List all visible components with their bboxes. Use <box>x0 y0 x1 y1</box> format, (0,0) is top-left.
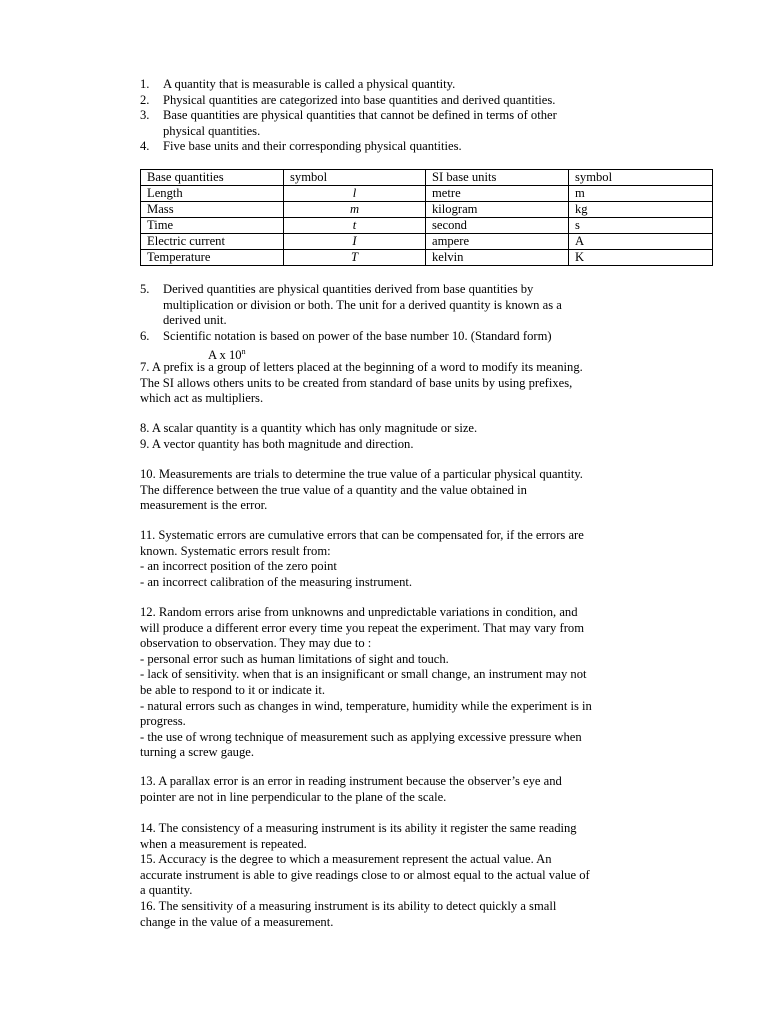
table-cell: Electric current <box>141 234 284 250</box>
table-cell: s <box>569 218 713 234</box>
table-cell: t <box>284 218 426 234</box>
table-cell: T <box>284 250 426 266</box>
paragraph-measurements: 10. Measurements are trials to determine the true value of a particular physical quantity. The difference between the true value of a quantity and the value obtained in measurement is the error. <box>140 467 583 513</box>
paragraph-scalar-vector: 8. A scalar quantity is a quantity which has only magnitude or size. 9. A vector quantity has both magnitude and direction. <box>140 421 478 451</box>
paragraph-systematic-errors: 11. Systematic errors are cumulative errors that can be compensated for, if the errors are known. Systematic errors result from: - an incorrect position of the zero point - an incorrect calibration of the measuring instrument. <box>140 528 584 589</box>
table-row <box>141 218 713 234</box>
table-row <box>141 250 713 266</box>
paragraph-random-errors: 12. Random errors arise from unknowns and unpredictable variations in condition, and will produce a different error every time you repeat the experiment. That may vary from observation to observation. They may due to : - personal error such as human limitations of sight and touch. - lack of sensitivity. when that is an insignificant or small change, an instrument may not be able to respond to it or indicate it. - natural errors such as changes in wind, temperature, humidity while the experiment is in progress. - the use of wrong technique of measurement such as applying excessive pressure when turning a screw gauge. <box>140 605 592 760</box>
paragraph-consistency-accuracy-sensitivity: 14. The consistency of a measuring instrument is its ability it register the same reading when a measurement is repeated. 15. Accuracy is the degree to which a measurement represent the actual value. An accurate instrument is able to give readings close to or almost equal to the actual value of a quantity. 16. The sensitivity of a measuring instrument is its ability to detect quickly a small change in the value of a measurement. <box>140 821 590 929</box>
table-header-row <box>141 170 713 186</box>
table-row <box>141 234 713 250</box>
table-cell: ampere <box>426 234 569 250</box>
table-row <box>141 186 713 202</box>
scientific-notation-formula: A x 10$^n$ <box>208 347 246 362</box>
table-header-cell: symbol <box>569 170 713 186</box>
list-item: 6. Scientific notation is based on power of the base number 10. (Standard form) <box>140 329 552 343</box>
table-cell: m <box>569 186 713 202</box>
table-header-cell: Base quantities <box>141 170 284 186</box>
list-item: 1. A quantity that is measurable is called a physical quantity. <box>140 77 456 91</box>
table-cell: second <box>426 218 569 234</box>
list-item: 2. Physical quantities are categorized into base quantities and derived quantities. <box>140 92 556 107</box>
paragraph-parallax-error: 13. A parallax error is an error in reading instrument because the observer’s eye and pointer are not in line perpendicular to the plane of the scale. <box>140 774 562 804</box>
list-item: 5. Derived quantities are physical quantities derived from base quantities by multiplication or division or both. The unit for a derived quantity is known as a derived unit. <box>140 282 562 328</box>
table-cell: Temperature <box>141 250 284 266</box>
table-header-cell: SI base units <box>426 170 569 186</box>
list-item: 4. Five base units and their corresponding physical quantities. <box>140 139 462 154</box>
table-cell: I <box>284 234 426 250</box>
table-cell: metre <box>426 186 569 202</box>
table-cell: kg <box>569 202 713 218</box>
table-cell: Mass <box>141 202 284 218</box>
table-cell: Length <box>141 186 284 202</box>
list-item: 3. Base quantities are physical quantities that cannot be defined in terms of other physical quantities. <box>140 108 557 138</box>
table-cell: A <box>569 234 713 250</box>
table-cell: kelvin <box>426 250 569 266</box>
table-cell: l <box>284 186 426 202</box>
table-cell: m <box>284 202 426 218</box>
table-cell: K <box>569 250 713 266</box>
table-row <box>141 202 713 218</box>
paragraph-prefix: 7. A prefix is a group of letters placed at the beginning of a word to modify its meaning. The SI allows others units to be created from standard of base units by using prefixes, which act as multipliers. <box>140 360 583 406</box>
table-header-cell: symbol <box>284 170 426 186</box>
table-cell: kilogram <box>426 202 569 218</box>
base-quantities-table <box>140 169 713 266</box>
table-cell: Time <box>141 218 284 234</box>
